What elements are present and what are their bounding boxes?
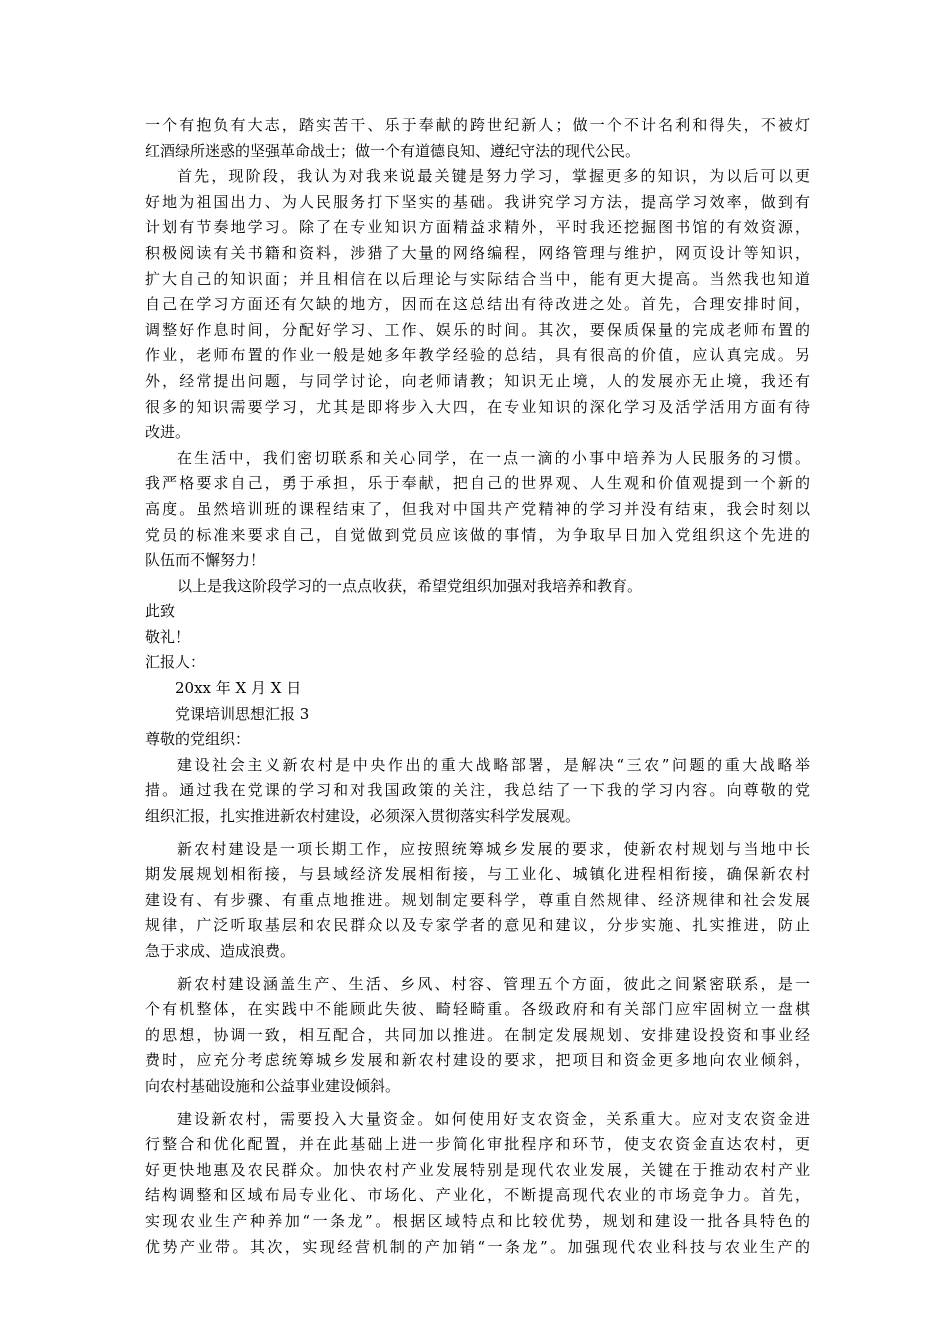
text-line: 高度。虽然培训班的课程结束了，但我对中国共产党精神的学习并没有结束，我会时刻以 — [145, 499, 810, 518]
text-line: 的思想，协调一致，相互配合，共同加以推进。在制定发展规划、安排建设投资和事业经 — [145, 1025, 810, 1044]
text-line: 实现农业生产种养加“一条龙”。根据区域特点和比较优势，规划和建设一批各具特色的 — [145, 1211, 810, 1230]
text-line: 优势产业带。其次，实现经营机制的产加销“一条龙”。加强现代农业科技与农业生产的 — [145, 1237, 810, 1256]
paragraph-life — [145, 446, 810, 574]
text-line: 费时，应充分考虑统筹城乡发展和新农村建设的要求，把项目和资金更多地向农业倾斜， — [145, 1051, 810, 1070]
text-line: 好更快地惠及农民群众。加快农村产业发展特别是现代农业发展，关键在于推动农村产业 — [145, 1160, 810, 1179]
text-line: 队伍而不懈努力！ — [145, 551, 266, 570]
text-line: 自己在学习方面还有欠缺的地方，因而在这总结出有待改进之处。首先，合理安排时间， — [145, 295, 810, 314]
text-line: 以上是我这阶段学习的一点点收获，希望党组织加强对我培养和教育。 — [177, 576, 643, 595]
paragraph-coverage — [145, 972, 810, 1100]
text-line: 好地为祖国出力、为人民服务打下坚实的基础。我讲究学习方法，提高学习效率，做到有 — [145, 192, 810, 211]
text-line: 新农村建设是一项长期工作，应按照统筹城乡发展的要求，使新农村规划与当地中长 — [177, 839, 810, 858]
closing-reporter: 汇报人： — [145, 653, 206, 672]
closing-jingli: 敬礼！ — [145, 627, 191, 646]
text-line: 很多的知识需要学习，尤其是即将步入大四，在专业知识的深化学习及活学活用方面有待 — [145, 397, 810, 416]
text-line: 我严格要求自己，勇于承担，乐于奉献，把自己的世界观、人生观和价值观提到一个新的 — [145, 474, 810, 493]
text-line: 计划有节奏地学习。除了在专业知识方面精益求精外，平时我还挖掘图书馆的有效资源， — [145, 218, 810, 237]
text-line: 个有机整体，在实践中不能顾此失彼、畸轻畸重。各级政府和有关部门应牢固树立一盘棋 — [145, 1000, 810, 1019]
paragraph-study — [145, 164, 810, 446]
document-page — [145, 113, 810, 1260]
text-line: 新农村建设涵盖生产、生活、乡风、村容、管理五个方面，彼此之间紧密联系，是一 — [177, 974, 810, 993]
text-line: 调整好作息时间，分配好学习、工作、娱乐的时间。其次，要保质保量的完成老师布置的 — [145, 320, 810, 339]
report-title: 党课培训思想汇报 3 — [175, 704, 310, 723]
text-line: 一个有抱负有大志，踏实苦干、乐于奉献的跨世纪新人；做一个不计名利和得失，不被灯 — [145, 116, 810, 134]
closing-block — [145, 599, 810, 676]
text-line: 期发展规划相衔接，与县域经济发展相衔接，与工业化、城镇化进程相衔接，确保新农村 — [145, 865, 810, 884]
text-line: 积极阅读有关书籍和资料，涉猎了大量的网络编程，网络管理与维护，网页设计等知识， — [145, 243, 810, 262]
text-line: 行整合和优化配置，并在此基础上进一步简化审批程序和环节，使支农资金直达农村，更 — [145, 1135, 810, 1154]
text-line: 组织汇报，扎实推进新农村建设，必须深入贯彻落实科学发展观。 — [145, 807, 581, 826]
text-line: 规律，广泛听取基层和农民群众以及专家学者的意见和建议，分步实施、扎实推进，防止 — [145, 916, 810, 935]
text-line: 措。通过我在党课的学习和对我国政策的关注，我总结了一下我的学习内容。向尊敬的党 — [145, 781, 810, 800]
text-line: 在生活中，我们密切联系和关心同学，在一点一滴的小事中培养为人民服务的习惯。 — [177, 448, 810, 467]
text-line: 作业，老师布置的作业一般是她多年教学经验的总结，具有很高的价值，应认真完成。另 — [145, 346, 810, 365]
text-line: 外，经常提出问题，与同学讨论，向老师请教；知识无止境，人的发展亦无止境，我还有 — [145, 371, 810, 390]
report-date: 20xx 年 X 月 X 日 — [175, 679, 302, 698]
paragraph-new-countryside-intro — [145, 753, 810, 830]
paragraph-summary — [145, 574, 810, 600]
text-line: 党员的标准来要求自己，自觉做到党员应该做的事情，为争取早日加入党组织这个先进的 — [145, 525, 810, 544]
paragraph-planning — [145, 837, 810, 965]
text-line: 结构调整和区域布局专业化、市场化、产业化，不断提高现代农业的市场竞争力。首先， — [145, 1186, 810, 1205]
paragraph-intro-continuation — [145, 113, 810, 164]
text-line: 建设有、有步骤、有重点地推进。规划制定要科学，尊重自然规律、经济规律和社会发展 — [145, 890, 810, 909]
closing-cizhi: 此致 — [145, 602, 176, 621]
text-line: 扩大自己的知识面；并且相信在以后理论与实际结合当中，能有更大提高。当然我也知道 — [145, 269, 810, 288]
text-line: 向农村基础设施和公益事业建设倾斜。 — [145, 1076, 401, 1095]
text-line: 红酒绿所迷惑的坚强革命战士；做一个有道德良知、遵纪守法的现代公民。 — [145, 141, 641, 160]
text-line: 建设新农村，需要投入大量资金。如何使用好支农资金，关系重大。应对支农资金进 — [177, 1109, 810, 1128]
text-line: 急于求成、造成浪费。 — [145, 942, 296, 960]
text-line: 首先，现阶段，我认为对我来说最关键是努力学习，掌握更多的知识，为以后可以更 — [177, 167, 810, 186]
salutation: 尊敬的党组织： — [145, 730, 251, 749]
text-line: 建设社会主义新农村是中央作出的重大战略部署，是解决“三农”问题的重大战略举 — [177, 755, 810, 774]
text-line: 改进。 — [145, 423, 191, 442]
paragraph-funding — [145, 1107, 810, 1261]
